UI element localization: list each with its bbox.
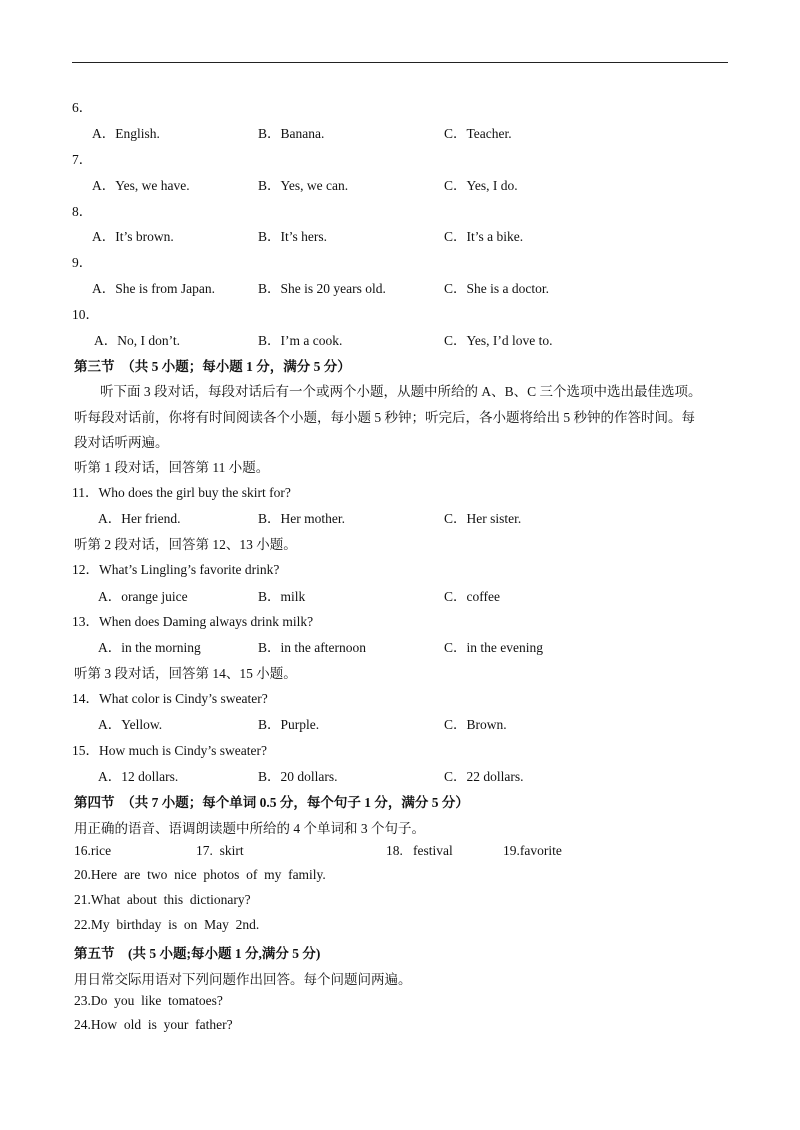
option-a: A．She is from Japan. — [92, 281, 215, 296]
option-c: C．Yes, I do. — [444, 178, 518, 193]
option-b: B．Yes, we can. — [258, 178, 349, 193]
question-number: 10． — [72, 307, 99, 322]
section-3-instructions-line-2: 听每段对话前，你将有时间阅读各个小题，每小题 5 秒钟；听完后，各小题将给出 5 秒钟的作答时间。每 — [74, 410, 695, 425]
question-text: 12．What’s Lingling’s favorite drink? — [72, 562, 280, 577]
option-c: C．It’s a bike. — [444, 229, 524, 244]
question-number: 7． — [72, 152, 93, 167]
section-4-title: 第四节 （共 7 小题；每个单词 0.5 分，每个句子 1 分，满分 5 分） — [74, 795, 469, 810]
dialogue-1-instruction: 听第 1 段对话，回答第 11 小题。 — [74, 460, 270, 475]
question-number: 6． — [72, 100, 93, 115]
dialogue-3-instruction: 听第 3 段对话，回答第 14、15 小题。 — [74, 666, 297, 681]
option-c: C．22 dollars. — [444, 769, 524, 784]
option-b: B．I’m a cook. — [258, 333, 343, 348]
question-text: 13．When does Daming always drink milk? — [72, 614, 314, 629]
question-23: 23.Do you like tomatoes? — [74, 993, 223, 1008]
section-5-instructions: 用日常交际用语对下列问题作出回答。每个问题问两遍。 — [74, 972, 412, 987]
word-17: 17. skirt — [196, 843, 244, 858]
option-b: B．in the afternoon — [258, 640, 366, 655]
option-b: B．Her mother. — [258, 511, 345, 526]
question-text: 14．What color is Cindy’s sweater? — [72, 691, 268, 706]
option-b: B．Purple. — [258, 717, 320, 732]
option-c: C．Brown. — [444, 717, 507, 732]
sentence-21: 21.What about this dictionary? — [74, 892, 251, 907]
option-a: A．in the morning — [98, 640, 201, 655]
section-3-title: 第三节 （共 5 小题；每小题 1 分，满分 5 分） — [74, 359, 351, 374]
option-a: A．Yes, we have. — [92, 178, 190, 193]
section-3-instructions-line-1: 听下面 3 段对话，每段对话后有一个或两个小题，从题中所给的 A、B、C 三个选项中选出最佳选项。 — [100, 384, 702, 399]
option-b: B．20 dollars. — [258, 769, 338, 784]
option-c: C．coffee — [444, 589, 500, 604]
question-number: 9． — [72, 255, 93, 270]
sentence-20: 20.Here are two nice photos of my family. — [74, 867, 326, 882]
option-a: A．Yellow. — [98, 717, 163, 732]
option-a: A．Her friend. — [98, 511, 181, 526]
option-b: B．It’s hers. — [258, 229, 327, 244]
word-19: 19.favorite — [503, 843, 562, 858]
option-c: C．in the evening — [444, 640, 543, 655]
option-b: B．milk — [258, 589, 306, 604]
word-16: 16.rice — [74, 843, 112, 858]
section-5-title: 第五节 (共 5 小题;每小题 1 分,满分 5 分) — [74, 946, 321, 961]
question-text: 11．Who does the girl buy the skirt for? — [72, 485, 291, 500]
option-b: B．She is 20 years old. — [258, 281, 386, 296]
option-a: A．orange juice — [98, 589, 188, 604]
option-a: A．English. — [92, 126, 160, 141]
option-c: C．She is a doctor. — [444, 281, 549, 296]
section-4-instructions: 用正确的语音、语调朗读题中所给的 4 个单词和 3 个句子。 — [74, 821, 425, 836]
option-c: C．Teacher. — [444, 126, 512, 141]
dialogue-2-instruction: 听第 2 段对话，回答第 12、13 小题。 — [74, 537, 297, 552]
option-c: C．Yes, I’d love to. — [444, 333, 553, 348]
sentence-22: 22.My birthday is on May 2nd. — [74, 917, 260, 932]
option-a: A．No, I don’t. — [94, 333, 180, 348]
question-text: 15．How much is Cindy’s sweater? — [72, 743, 267, 758]
word-18: 18. festival — [386, 843, 453, 858]
option-a: A．12 dollars. — [98, 769, 179, 784]
section-3-instructions-line-3: 段对话听两遍。 — [74, 435, 169, 450]
question-number: 8． — [72, 204, 93, 219]
question-24: 24.How old is your father? — [74, 1017, 233, 1032]
option-a: A．It’s brown. — [92, 229, 174, 244]
option-c: C．Her sister. — [444, 511, 522, 526]
option-b: B．Banana. — [258, 126, 325, 141]
header-rule — [72, 62, 728, 63]
